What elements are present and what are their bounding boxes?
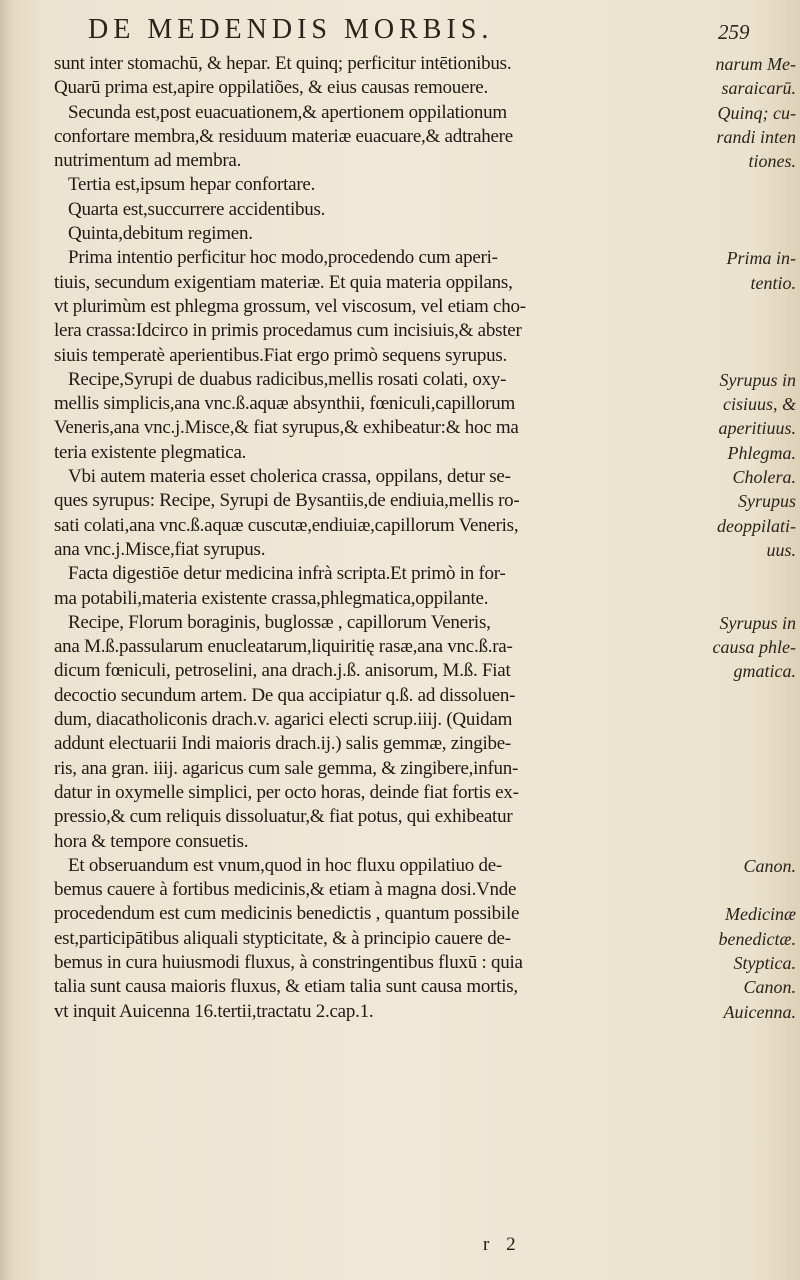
- marginal-note: Canon.: [743, 855, 796, 876]
- marginal-note: Medicinæ: [725, 904, 796, 925]
- text-line: [54, 635, 796, 659]
- text-line: [54, 52, 796, 76]
- line-text: dicum fœniculi, petroselini, ana drach.j.ß. anisorum, M.ß. Fiat: [54, 660, 511, 682]
- text-line: [54, 173, 796, 197]
- line-text: bemus cauere à fortibus medicinis,& etiam à magna dosi.Vnde: [54, 879, 517, 901]
- line-text: mellis simplicis,ana vnc.ß.aquæ absynthii, fœniculi,capillorum: [54, 393, 516, 415]
- text-line: [54, 732, 796, 756]
- line-text: sunt inter stomachū, & hepar. Et quinq; perficitur intētionibus.: [54, 53, 512, 74]
- text-line: [54, 149, 796, 173]
- line-text: nutrimentum ad membra.: [54, 150, 242, 172]
- line-text: teria existente plegmatica.: [54, 441, 247, 463]
- marginal-note: Canon.: [743, 977, 796, 998]
- line-text: Vbi autem materia esset cholerica crassa, oppilans, detur se-: [68, 466, 511, 488]
- marginal-note: deoppilati-: [717, 515, 796, 536]
- text-line: [54, 611, 796, 635]
- text-line: [54, 319, 796, 343]
- line-text: Quinta,debitum regimen.: [68, 223, 253, 245]
- marginal-note: narum Me-: [715, 54, 796, 74]
- line-text: hora & tempore consuetis.: [54, 830, 249, 852]
- text-line: [54, 927, 796, 951]
- line-text: Recipe,Syrupi de duabus radicibus,mellis rosati colati, oxy-: [68, 368, 507, 390]
- text-line: [54, 441, 796, 465]
- marginal-note: Quinq; cu-: [717, 102, 796, 123]
- text-line: [54, 805, 796, 829]
- marginal-note: benedictæ.: [718, 928, 796, 949]
- line-text: ma potabili,materia existente crassa,phlegmatica,oppilante.: [54, 587, 489, 609]
- line-text: pressio,& cum reliquis dissoluatur,& fiat potus, qui exhibeatur: [54, 806, 513, 828]
- line-text: tiuis, secundum exigentiam materiæ. Et quia materia oppilans,: [54, 271, 513, 293]
- marginal-note: saraicarū.: [721, 78, 796, 99]
- page-header: [0, 10, 800, 48]
- text-line: [54, 538, 796, 562]
- line-text: Prima intentio perficitur hoc modo,procedendo cum aperi-: [68, 247, 498, 269]
- running-title: DE MEDENDIS MORBIS.: [88, 14, 494, 45]
- line-text: decoctio secundum artem. De qua accipiatur q.ß. ad dissoluen-: [54, 684, 516, 706]
- marginal-note: randi inten: [716, 126, 796, 147]
- line-text: datur in oxymelle simplici, per octo horas, deinde fiat fortis ex-: [54, 781, 519, 803]
- text-line: [54, 975, 796, 999]
- text-line: [54, 562, 796, 586]
- line-text: ana vnc.j.Misce,fiat syrupus.: [54, 538, 266, 560]
- line-text: sati colati,ana vnc.ß.aquæ cuscutæ,endiuiæ,capillorum Veneris,: [54, 514, 519, 536]
- line-text: Veneris,ana vnc.j.Misce,& fiat syrupus,& exhibeatur:& hoc ma: [54, 417, 519, 439]
- line-text: confortare membra,& residuum materiæ euacuare,& adtrahere: [54, 125, 513, 147]
- marginal-note: uus.: [766, 539, 796, 560]
- marginal-note: Auicenna.: [723, 1001, 796, 1022]
- line-text: procedendum est cum medicinis benedictis , quantum possibile: [54, 903, 520, 925]
- page-number: 259: [718, 20, 750, 44]
- text-line: [54, 514, 796, 538]
- text-line: [54, 489, 796, 513]
- marginal-note: aperitiuus.: [718, 418, 796, 439]
- text-line: [54, 587, 796, 611]
- line-text: vt inquit Auicenna 16.tertii,tractatu 2.cap.1.: [54, 1000, 374, 1022]
- marginal-note: cisiuus, &: [722, 394, 796, 415]
- text-line: [54, 708, 796, 732]
- line-text: Quarū prima est,apire oppilatiões, & eius causas remouere.: [54, 77, 488, 99]
- line-text: ris, ana gran. iiij. agaricus cum sale gemma, & zingibere,infun-: [54, 757, 519, 779]
- gutter-shadow: [0, 0, 14, 1280]
- text-line: [54, 271, 796, 295]
- line-text: lera crassa:Idcirco in primis procedamus cum incisiuis,& abster: [54, 320, 522, 342]
- text-line: [54, 295, 796, 319]
- text-line: [54, 878, 796, 902]
- text-line: [54, 76, 796, 100]
- text-line: [54, 416, 796, 440]
- text-line: [54, 368, 796, 392]
- line-text: Recipe, Florum boraginis, buglossæ , capillorum Veneris,: [68, 611, 491, 633]
- line-text: vt plurimùm est phlegma grossum, vel viscosum, vel etiam cho-: [54, 295, 526, 317]
- text-line: [54, 344, 796, 368]
- line-text: ana M.ß.passularum enucleatarum,liquiritię rasæ,ana vnc.ß.ra-: [54, 636, 513, 658]
- text-line: [54, 781, 796, 805]
- text-line: [54, 1000, 796, 1024]
- line-text: est,participātibus aliquali stypticitate, & à principio cauere de-: [54, 927, 511, 949]
- marginal-note: gmatica.: [733, 661, 796, 682]
- text-line: [54, 757, 796, 781]
- line-text: siuis temperatè aperientibus.Fiat ergo primò sequens syrupus.: [54, 344, 507, 366]
- marginal-note: Cholera.: [732, 467, 796, 488]
- text-line: [54, 246, 796, 270]
- text-line: [54, 125, 796, 149]
- text-line: [54, 854, 796, 878]
- marginal-note: Syrupus in: [719, 369, 796, 390]
- line-text: talia sunt causa maioris fluxus, & etiam talia sunt causa mortis,: [54, 976, 518, 998]
- text-line: [54, 465, 796, 489]
- marginal-note: Syrupus in: [719, 612, 796, 633]
- text-line: [54, 198, 796, 222]
- signature-mark: r 2: [483, 1234, 522, 1255]
- marginal-note: causa phle-: [712, 637, 796, 658]
- body-text: [54, 52, 796, 1024]
- text-line: [54, 222, 796, 246]
- text-line: [54, 392, 796, 416]
- line-text: bemus in cura huiusmodi fluxus, à constringentibus fluxū : quia: [54, 951, 523, 973]
- line-text: Et obseruandum est vnum,quod in hoc fluxu oppilatiuo de-: [68, 854, 503, 876]
- marginal-note: Prima in-: [726, 248, 796, 269]
- marginal-note: Styptica.: [733, 952, 796, 973]
- text-line: [54, 951, 796, 975]
- line-text: Tertia est,ipsum hepar confortare.: [68, 174, 316, 196]
- marginal-note: tentio.: [750, 272, 796, 293]
- text-line: [54, 830, 796, 854]
- text-line: [54, 684, 796, 708]
- line-text: ques syrupus: Recipe, Syrupi de Bysantiis,de endiuia,mellis ro-: [54, 490, 520, 512]
- marginal-note: Syrupus: [738, 491, 796, 512]
- line-text: addunt electuarii Indi maioris drach.ij.) salis gemmæ, zingibe-: [54, 733, 512, 755]
- line-text: Secunda est,post euacuationem,& apertionem oppilationum: [68, 101, 507, 123]
- text-line: [54, 659, 796, 683]
- text-line: [54, 101, 796, 125]
- line-text: Facta digestiōe detur medicina infrà scripta.Et primò in for-: [68, 563, 506, 585]
- text-line: [54, 902, 796, 926]
- line-text: dum, diacatholiconis drach.v. agarici electi scrup.iiij. (Quidam: [54, 709, 513, 731]
- marginal-note: tiones.: [748, 151, 796, 172]
- line-text: Quarta est,succurrere accidentibus.: [68, 198, 326, 220]
- marginal-note: Phlegma.: [727, 442, 796, 463]
